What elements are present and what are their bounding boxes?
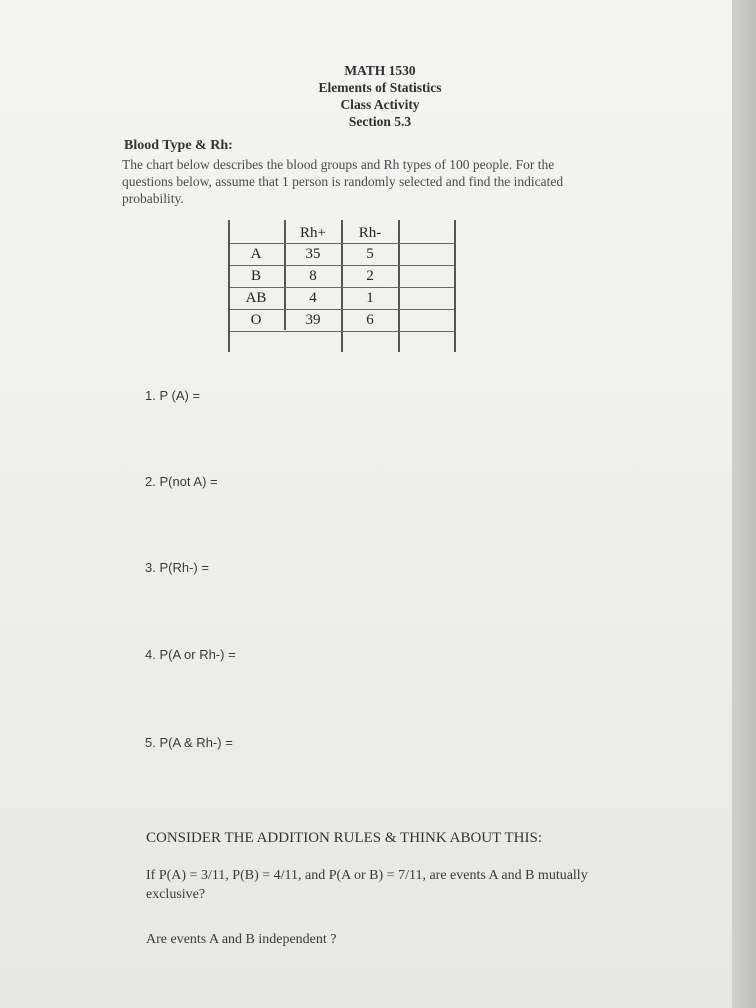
paper-edge	[732, 0, 756, 1008]
row-label: A	[250, 246, 262, 262]
blood-type-table	[228, 220, 456, 352]
column-header-rh-positive: Rh+	[300, 225, 326, 241]
question-2: 2. P(not A) =	[145, 474, 218, 489]
course-subtitle: Elements of Statistics	[318, 80, 442, 95]
consider-question-independent: Are events A and B independent ?	[146, 932, 337, 947]
table-cell: 39	[305, 312, 321, 328]
table-cell: 35	[305, 246, 321, 262]
table-cell: 8	[309, 268, 317, 284]
worksheet-header	[280, 62, 480, 130]
consider-heading: CONSIDER THE ADDITION RULES & THINK ABOUT THIS:	[146, 830, 542, 846]
table-cell: 2	[366, 268, 374, 284]
section-number: Section 5.3	[348, 114, 412, 129]
question-4: 4. P(A or Rh-) =	[145, 647, 236, 662]
table-cell: 1	[366, 290, 374, 306]
activity-title: Class Activity	[340, 97, 420, 112]
question-3: 3. P(Rh-) =	[145, 560, 209, 575]
table-cell: 6	[366, 312, 374, 328]
table-cell: 5	[366, 246, 374, 262]
course-title: MATH 1530	[344, 63, 416, 78]
consider-question-mutually-exclusive: If P(A) = 3/11, P(B) = 4/11, and P(A or B) = 7/11, are events A and B mutually exclusive?	[146, 868, 588, 902]
section-title: Blood Type & Rh:	[124, 138, 233, 153]
row-label: B	[250, 268, 261, 284]
column-header-rh-negative: Rh-	[358, 225, 382, 241]
intro-text: The chart below describes the blood groups and Rh types of 100 people. For the questions below, assume that 1 person is randomly selected and find the indicated probability.	[122, 157, 564, 206]
row-label: AB	[245, 290, 267, 306]
question-1: 1. P (A) =	[145, 388, 201, 403]
table-cell: 4	[309, 290, 317, 306]
row-label: O	[250, 312, 262, 328]
question-5: 5. P(A & Rh-) =	[145, 735, 233, 750]
